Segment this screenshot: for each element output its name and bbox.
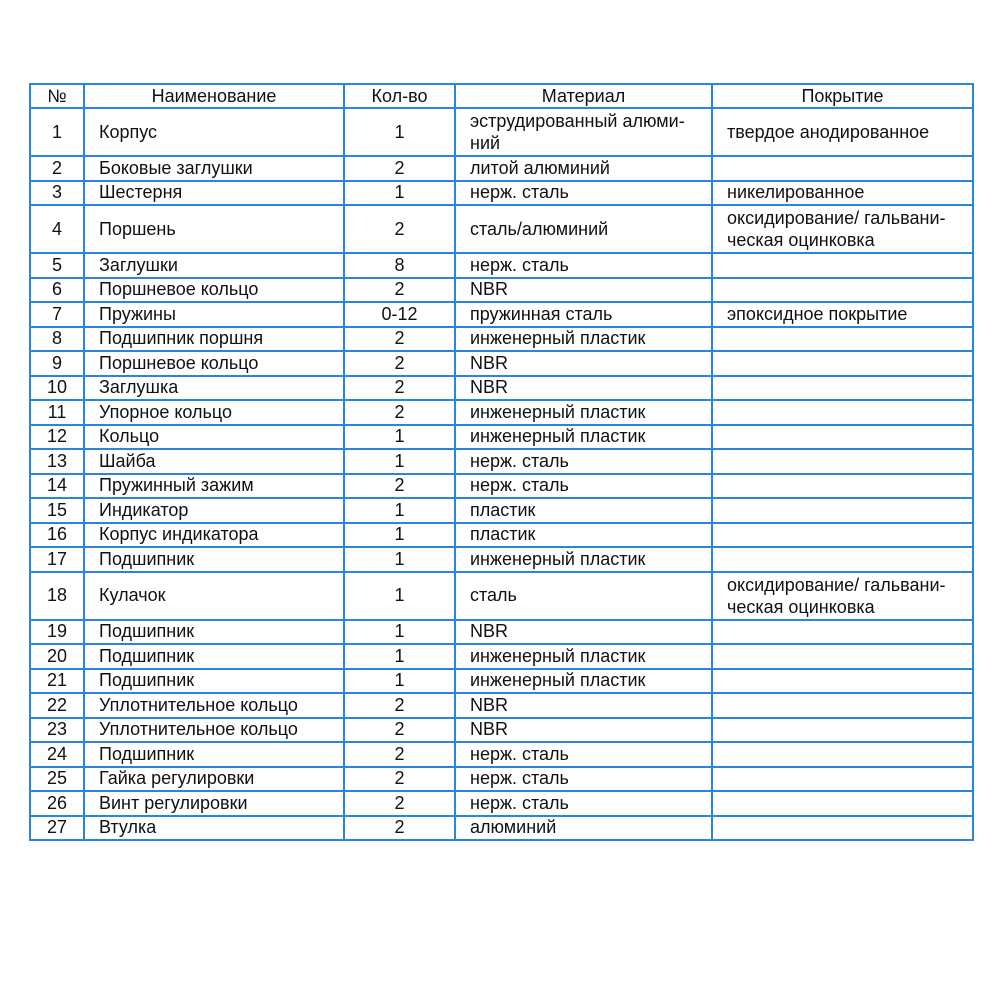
cell-num: 10 [30,376,84,401]
cell-name: Корпус [84,108,344,156]
table-row [30,302,973,327]
cell-num: 7 [30,302,84,327]
table-row [30,620,973,645]
cell-material: NBR [455,718,712,743]
cell-coating: оксидирование/ гальвани-ческая оцинковка [712,205,973,253]
cell-coating [712,474,973,499]
cell-qty: 1 [344,425,455,450]
cell-name: Кулачок [84,572,344,620]
cell-coating: оксидирование/ гальвани-ческая оцинковка [712,572,973,620]
cell-qty: 2 [344,816,455,841]
cell-coating [712,449,973,474]
cell-qty: 2 [344,278,455,303]
cell-material: пружинная сталь [455,302,712,327]
cell-qty: 2 [344,742,455,767]
cell-coating: никелированное [712,181,973,206]
table-row [30,474,973,499]
cell-material: нерж. сталь [455,181,712,206]
cell-qty: 2 [344,718,455,743]
cell-qty: 2 [344,351,455,376]
cell-num: 8 [30,327,84,352]
cell-material: нерж. сталь [455,742,712,767]
cell-name: Поршневое кольцо [84,278,344,303]
cell-name: Корпус индикатора [84,523,344,548]
cell-qty: 1 [344,108,455,156]
cell-name: Заглушка [84,376,344,401]
cell-name: Винт регулировки [84,791,344,816]
cell-coating [712,156,973,181]
cell-qty: 1 [344,449,455,474]
cell-qty: 8 [344,253,455,278]
table-row [30,644,973,669]
cell-material: нерж. сталь [455,767,712,792]
cell-qty: 2 [344,327,455,352]
cell-name: Шайба [84,449,344,474]
cell-coating [712,693,973,718]
cell-name: Упорное кольцо [84,400,344,425]
table-row [30,498,973,523]
cell-material: инженерный пластик [455,425,712,450]
table-row [30,425,973,450]
cell-num: 12 [30,425,84,450]
table-row [30,376,973,401]
table-row [30,205,973,253]
cell-qty: 1 [344,498,455,523]
cell-coating: твердое анодированное [712,108,973,156]
cell-num: 19 [30,620,84,645]
table-row [30,181,973,206]
table-row [30,400,973,425]
cell-num: 23 [30,718,84,743]
cell-qty: 2 [344,767,455,792]
cell-coating [712,253,973,278]
table-row [30,572,973,620]
cell-num: 6 [30,278,84,303]
cell-num: 27 [30,816,84,841]
parts-body [30,108,973,840]
header-num: № [30,84,84,108]
cell-material: нерж. сталь [455,253,712,278]
cell-name: Индикатор [84,498,344,523]
cell-name: Гайка регулировки [84,767,344,792]
cell-qty: 2 [344,400,455,425]
cell-coating [712,816,973,841]
table-row [30,449,973,474]
table-row [30,278,973,303]
header-row [30,84,973,108]
cell-material: NBR [455,351,712,376]
cell-num: 1 [30,108,84,156]
cell-material: литой алюминий [455,156,712,181]
cell-name: Боковые заглушки [84,156,344,181]
cell-qty: 2 [344,791,455,816]
cell-material: NBR [455,376,712,401]
cell-material: инженерный пластик [455,644,712,669]
header-name: Наименование [84,84,344,108]
cell-material: NBR [455,693,712,718]
cell-name: Подшипник [84,547,344,572]
cell-coating [712,351,973,376]
cell-coating: эпоксидное покрытие [712,302,973,327]
cell-name: Подшипник [84,644,344,669]
cell-material: нерж. сталь [455,449,712,474]
cell-num: 22 [30,693,84,718]
cell-coating [712,644,973,669]
cell-name: Пружинный зажим [84,474,344,499]
cell-name: Кольцо [84,425,344,450]
cell-coating [712,742,973,767]
table-row [30,669,973,694]
cell-coating [712,425,973,450]
cell-name: Заглушки [84,253,344,278]
cell-name: Пружины [84,302,344,327]
cell-qty: 2 [344,156,455,181]
cell-coating [712,791,973,816]
cell-name: Уплотнительное кольцо [84,693,344,718]
cell-material: нерж. сталь [455,791,712,816]
cell-name: Подшипник [84,620,344,645]
cell-num: 13 [30,449,84,474]
cell-qty: 1 [344,669,455,694]
cell-num: 25 [30,767,84,792]
cell-num: 24 [30,742,84,767]
cell-qty: 2 [344,474,455,499]
cell-name: Втулка [84,816,344,841]
cell-material: пластик [455,523,712,548]
cell-name: Шестерня [84,181,344,206]
table-row [30,742,973,767]
cell-coating [712,669,973,694]
cell-material: инженерный пластик [455,400,712,425]
table-row [30,108,973,156]
cell-num: 11 [30,400,84,425]
cell-material: эструдированный алюми-ний [455,108,712,156]
cell-coating [712,498,973,523]
cell-name: Подшипник [84,669,344,694]
cell-num: 5 [30,253,84,278]
parts-table [29,83,974,841]
cell-name: Подшипник [84,742,344,767]
table-row [30,156,973,181]
header-material: Материал [455,84,712,108]
cell-coating [712,400,973,425]
table-row [30,767,973,792]
cell-material: инженерный пластик [455,669,712,694]
cell-name: Поршень [84,205,344,253]
cell-qty: 1 [344,572,455,620]
cell-material: алюминий [455,816,712,841]
table-row [30,351,973,376]
cell-material: инженерный пластик [455,547,712,572]
cell-num: 14 [30,474,84,499]
cell-qty: 2 [344,693,455,718]
cell-material: NBR [455,620,712,645]
table-row [30,693,973,718]
cell-qty: 2 [344,205,455,253]
cell-num: 20 [30,644,84,669]
cell-coating [712,523,973,548]
cell-num: 26 [30,791,84,816]
cell-coating [712,327,973,352]
cell-qty: 1 [344,523,455,548]
cell-qty: 1 [344,620,455,645]
cell-coating [712,547,973,572]
cell-coating [712,278,973,303]
cell-num: 3 [30,181,84,206]
cell-name: Подшипник поршня [84,327,344,352]
cell-num: 16 [30,523,84,548]
cell-qty: 1 [344,644,455,669]
header-coating: Покрытие [712,84,973,108]
cell-name: Уплотнительное кольцо [84,718,344,743]
table-row [30,327,973,352]
cell-qty: 1 [344,181,455,206]
table-row [30,547,973,572]
table-row [30,791,973,816]
cell-qty: 2 [344,376,455,401]
cell-num: 4 [30,205,84,253]
cell-num: 9 [30,351,84,376]
table-row [30,816,973,841]
cell-qty: 1 [344,547,455,572]
cell-material: сталь [455,572,712,620]
cell-material: NBR [455,278,712,303]
header-qty: Кол-во [344,84,455,108]
cell-name: Поршневое кольцо [84,351,344,376]
cell-material: инженерный пластик [455,327,712,352]
cell-num: 2 [30,156,84,181]
cell-coating [712,376,973,401]
cell-material: нерж. сталь [455,474,712,499]
cell-num: 21 [30,669,84,694]
cell-coating [712,767,973,792]
cell-num: 17 [30,547,84,572]
cell-coating [712,718,973,743]
cell-coating [712,620,973,645]
table-row [30,253,973,278]
cell-material: сталь/алюминий [455,205,712,253]
cell-num: 18 [30,572,84,620]
cell-num: 15 [30,498,84,523]
table-row [30,718,973,743]
cell-material: пластик [455,498,712,523]
table-row [30,523,973,548]
cell-qty: 0-12 [344,302,455,327]
